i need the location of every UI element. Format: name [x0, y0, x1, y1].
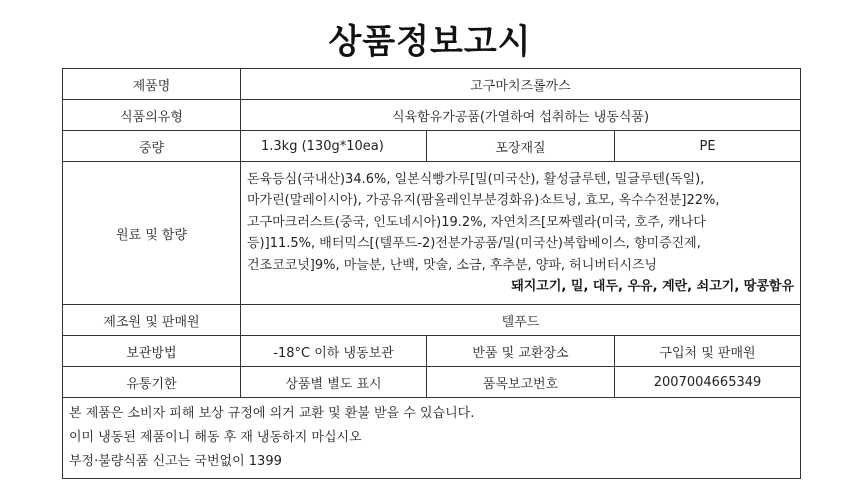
manufacturer-label: 제조원 및 판매원	[63, 305, 241, 336]
ingredients-line: 돈육등심(국내산)34.6%, 일본식빵가루[밀(미국산), 활성글루텐, 밀글루텐(독일),	[247, 171, 705, 187]
row-manufacturer	[63, 305, 801, 336]
ingredients-line: 등)]11.5%, 배터믹스[(텔푸드-2)전분가공품/밀(미국산)복합베이스, 향미증진제,	[247, 236, 701, 251]
notice-block	[63, 398, 801, 479]
packaging-label: 포장재질	[427, 131, 615, 162]
weight-label: 중량	[63, 131, 241, 162]
product-name-value: 고구마치즈롤까스	[241, 69, 801, 100]
food-type-label: 식품의유형	[63, 100, 241, 131]
product-info-table	[62, 68, 801, 479]
food-type-value: 식육함유가공품(가열하여 섭취하는 냉동식품)	[241, 100, 801, 131]
ingredients-line: 고구마크러스트(중국, 인도네시아)19.2%, 자연치즈[모짜렐라(미국, 호주, 캐나다	[247, 214, 706, 230]
notice-line: 부정·불량식품 신고는 국번없이 1399	[69, 454, 282, 469]
notice-line: 본 제품은 소비자 피해 보상 규정에 의거 교환 및 환불 받을 수 있습니다.	[69, 406, 475, 421]
row-ingredients	[63, 162, 801, 305]
allergen-warning: 돼지고기, 밀, 대두, 우유, 계란, 쇠고기, 땅콩함유	[511, 279, 795, 294]
report-number-label: 품목보고번호	[427, 367, 615, 398]
row-weight	[63, 131, 801, 162]
page-title: 상품정보고시	[328, 22, 532, 62]
ingredients-line: 건조코코넛]9%, 마늘분, 난백, 맛술, 소금, 후추분, 양파, 허니버터시즈닝	[247, 257, 658, 273]
ingredients-line: 마가린(말레이시아), 가공유지(팜올레인부분경화유)쇼트닝, 효모, 옥수수전분]22%,	[247, 193, 720, 208]
report-number-value: 2007004665349	[615, 367, 801, 398]
expiry-label: 유통기한	[63, 367, 241, 398]
notice-line: 이미 냉동된 제품이니 해동 후 재 냉동하지 마십시오	[69, 430, 362, 445]
expiry-value: 상품별 별도 표시	[241, 367, 427, 398]
ingredients-label: 원료 및 함량	[63, 162, 241, 305]
exchange-label: 반품 및 교환장소	[427, 336, 615, 367]
packaging-value: PE	[615, 131, 801, 162]
product-name-label: 제품명	[63, 69, 241, 100]
manufacturer-value: 텔푸드	[241, 305, 801, 336]
storage-value: -18°C 이하 냉동보관	[241, 336, 427, 367]
storage-label: 보관방법	[63, 336, 241, 367]
ingredients-value	[241, 162, 801, 305]
row-product-name	[63, 69, 801, 100]
exchange-value: 구입처 및 판매원	[615, 336, 801, 367]
row-food-type	[63, 100, 801, 131]
row-notices	[63, 398, 801, 479]
row-storage	[63, 336, 801, 367]
row-expiry	[63, 367, 801, 398]
weight-value: 1.3kg (130g*10ea)	[241, 131, 427, 162]
